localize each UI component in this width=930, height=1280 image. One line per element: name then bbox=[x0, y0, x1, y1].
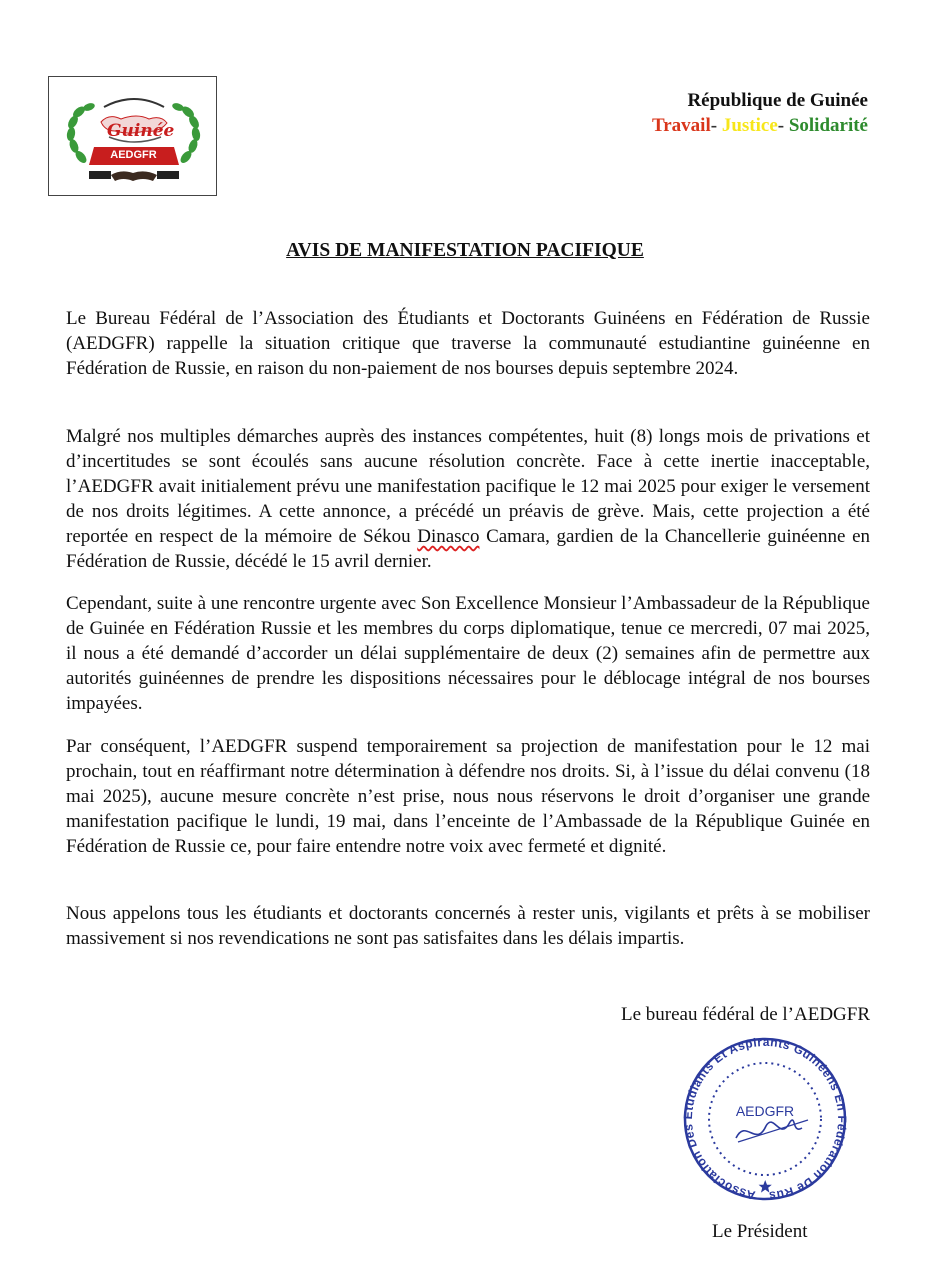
paragraph-intro: Le Bureau Fédéral de l’Association des Étudiants et Doctorants Guinéens en Fédération de Russie (AEDGFR) rappelle la situation critique que traverse la communauté estudiantine guinéenne en Fédération de Russie, en raison du non-paiement de nos bourses depuis septembre 2024. bbox=[66, 308, 870, 379]
motto-justice: Justice bbox=[721, 115, 778, 136]
paragraph-meeting: Cependant, suite à une rencontre urgente avec Son Excellence Monsieur l’Ambassadeur de la République de Guinée en Fédération Russie et les membres du corps diplomatique, tenue ce mercredi, 07 mai 2025, il nous a été demandé d’accorder un délai supplémentaire de deux (2) semaines afin de permettre aux autorités guinéennes de prendre les dispositions nécessaires pour le déblocage intégral de nos bourses impayées. bbox=[66, 593, 870, 714]
paragraph-call: Nous appelons tous les étudiants et doctorants concernés à rester unis, vigilants et prêts à se mobiliser massivement si nos revendications ne sont pas satisfaites dans les délais impartis. bbox=[66, 903, 870, 949]
logo-name-text: Guinée bbox=[107, 121, 175, 141]
stamp-center-text: AEDGFR bbox=[735, 1103, 795, 1119]
paragraph-suspension: Par conséquent, l’AEDGFR suspend temporairement sa projection de manifestation pour le 12 mai prochain, tout en réaffirmant notre détermination à défendre nos droits. Si, à l’issue du délai convenu (18 mai 2025), aucune mesure concrète n’est prise, nous nous réservons le droit d’organiser une grande manifestation pacifique le lundi, 19 mai, dans l’enceinte de l’Ambassade de la République Guinée en Fédération de Russie ce, pour faire entendre notre voix avec fermeté et dignité. bbox=[66, 736, 870, 857]
republic-header bbox=[652, 88, 868, 138]
stamp-seal bbox=[680, 1030, 850, 1210]
association-logo bbox=[48, 76, 217, 196]
paragraph-text: Malgré nos multiples démarches auprès des instances compétentes, huit (8) longs mois de privations et d’incertitudes se sont écoulés sans aucune résolution concrète. Face à cette inertie inacceptable, l’AEDGFR avait initialement prévu une manifestation pacifique le 12 mai 2025 pour exiger le versement de nos droits légitimes. A cette annonce, a précédé un préavis de grève. Mais, cette projection a été reportée en respect de la mémoire de Sékou bbox=[66, 426, 870, 547]
document-title: AVIS DE MANIFESTATION PACIFIQUE bbox=[286, 240, 644, 261]
country-name: République de Guinée bbox=[687, 90, 868, 111]
national-motto bbox=[652, 113, 868, 138]
signature-bureau: Le bureau fédéral de l’AEDGFR bbox=[620, 1004, 870, 1025]
signature-president: Le Président bbox=[712, 1221, 808, 1242]
logo-acronym: AEDGFR bbox=[110, 149, 157, 161]
motto-separator: - bbox=[710, 115, 718, 136]
paragraph-postponement bbox=[66, 424, 870, 574]
paragraph-text: Camara, gardien de la Chancellerie guinéenne en Fédération de Russie, décédé le 15 avril dernier. bbox=[66, 526, 870, 572]
misspelling-marker: Dinasco bbox=[417, 526, 480, 547]
stamp-ring-text: Association Des Etudiants Et Aspirants Guinéens En Fédération De Rus bbox=[680, 1034, 850, 1203]
motto-travail: Travail bbox=[651, 115, 711, 136]
motto-separator: - bbox=[777, 115, 785, 136]
motto-solidarite: Solidarité bbox=[788, 115, 868, 136]
official-stamp bbox=[680, 1030, 850, 1215]
